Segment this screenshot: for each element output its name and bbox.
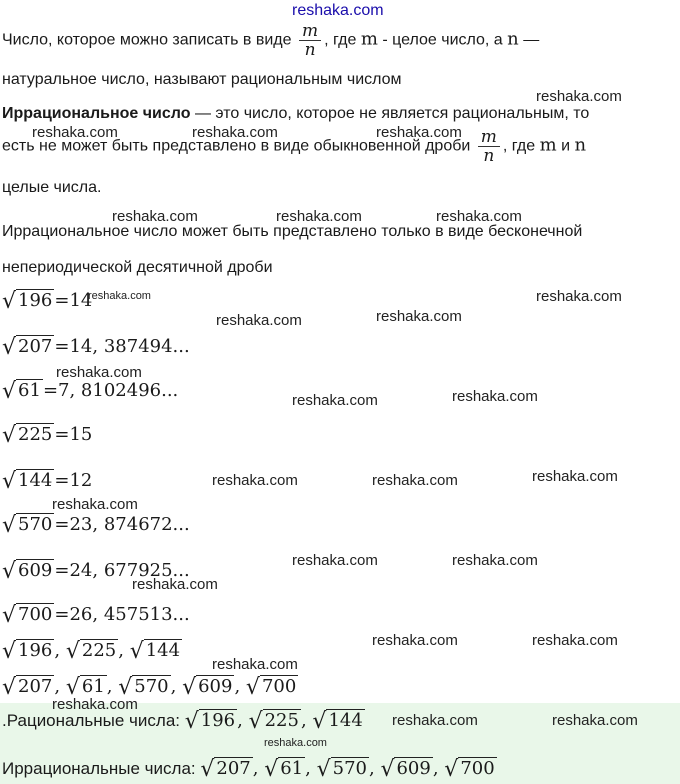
watermark: reshaka.com xyxy=(216,312,302,329)
watermark: reshaka.com xyxy=(212,472,298,489)
definition-decimal-line1: Иррациональное число может быть представлено только в виде бесконечной xyxy=(2,223,583,240)
watermark: reshaka.com xyxy=(56,364,142,381)
watermark: reshaka.com xyxy=(532,632,618,649)
var-m: m xyxy=(360,28,378,50)
text: , где xyxy=(324,31,357,49)
answer-rational-label: .Рациональные числа: xyxy=(2,711,180,730)
watermark: reshaka.com xyxy=(376,308,462,325)
text: есть не может быть представлено в виде обыкновенной дроби xyxy=(2,137,471,155)
watermark: reshaka.com xyxy=(452,388,538,405)
answer-irrational-label: Иррациональные числа: xyxy=(2,759,196,778)
equation-root-225: √ 225 =15 xyxy=(2,423,93,448)
watermark: reshaka.com xyxy=(276,208,362,225)
equation-root-207: √ 207 =14, 387494... xyxy=(2,335,190,360)
watermark: reshaka.com xyxy=(112,208,198,225)
equation-root-144: √ 144 =12 xyxy=(2,469,93,494)
answer-rational: .Рациональные числа: √ 196 , √ 225 , √ 144 xyxy=(2,709,363,734)
watermark: reshaka.com xyxy=(132,576,218,593)
definition-rational-line1 xyxy=(2,22,539,59)
text: — xyxy=(523,31,540,49)
watermark: reshaka.com xyxy=(532,468,618,485)
watermark: reshaka.com xyxy=(536,88,622,105)
equation-root-570: √ 570 =23, 874672... xyxy=(2,513,190,538)
equation-root-700: √ 700 =26, 457513... xyxy=(2,603,190,628)
text: и xyxy=(561,137,571,155)
watermark: reshaka.com xyxy=(372,632,458,649)
text: , где xyxy=(502,137,536,155)
fraction-m-n: $\frac{m}{n}$ xyxy=(478,128,500,165)
definition-rational-line2: натуральное число, называют рациональным числом xyxy=(2,71,402,88)
watermark: reshaka.com xyxy=(264,737,327,749)
watermark: reshaka.com xyxy=(292,552,378,569)
var-m: m xyxy=(539,134,557,156)
watermark: reshaka.com xyxy=(452,552,538,569)
watermark: reshaka.com xyxy=(32,124,118,141)
equation-root-196: √ 196 =14 xyxy=(2,289,93,314)
watermark: reshaka.com xyxy=(372,472,458,489)
var-n: n xyxy=(507,28,519,50)
watermark: reshaka.com xyxy=(52,496,138,513)
equation-root-61: √ 61 =7, 8102496... xyxy=(2,379,179,404)
rational-roots-list: √ 196 , √ 225 , √ 144 xyxy=(2,639,181,664)
watermark: reshaka.com xyxy=(52,696,138,713)
definition-irrational-line1 xyxy=(2,104,589,124)
watermark[interactable]: reshaka.com xyxy=(292,2,384,19)
equation-root-609: √ 609 =24, 677925... xyxy=(2,559,190,584)
watermark: reshaka.com xyxy=(436,208,522,225)
watermark: reshaka.com xyxy=(392,712,478,729)
watermark: reshaka.com xyxy=(292,392,378,409)
definition-decimal-line2: непериодической десятичной дроби xyxy=(2,259,273,276)
answer-irrational: Иррациональные числа: √ 207 , √ 61 , √ 570 , √ 609 , √ 700 xyxy=(2,757,495,782)
definition-irrational-line3: целые числа. xyxy=(2,179,102,196)
var-n: n xyxy=(574,134,587,156)
watermark: reshaka.com xyxy=(88,290,151,302)
text: — это число, которое не является рациональным, то xyxy=(194,105,590,122)
fraction-m-n: $\frac{m}{n}$ xyxy=(299,22,321,59)
watermark: reshaka.com xyxy=(536,288,622,305)
watermark: reshaka.com xyxy=(212,656,298,673)
irrational-roots-list: √ 207 , √ 61 , √ 570 , √ 609 , √ 700 xyxy=(2,675,297,700)
watermark: reshaka.com xyxy=(376,124,462,141)
watermark: reshaka.com xyxy=(192,124,278,141)
watermark: reshaka.com xyxy=(552,712,638,729)
text: Число, которое можно записать в виде xyxy=(2,31,292,49)
term-irrational: Иррациональное число xyxy=(2,105,191,122)
text: - целое число, а xyxy=(382,31,503,49)
